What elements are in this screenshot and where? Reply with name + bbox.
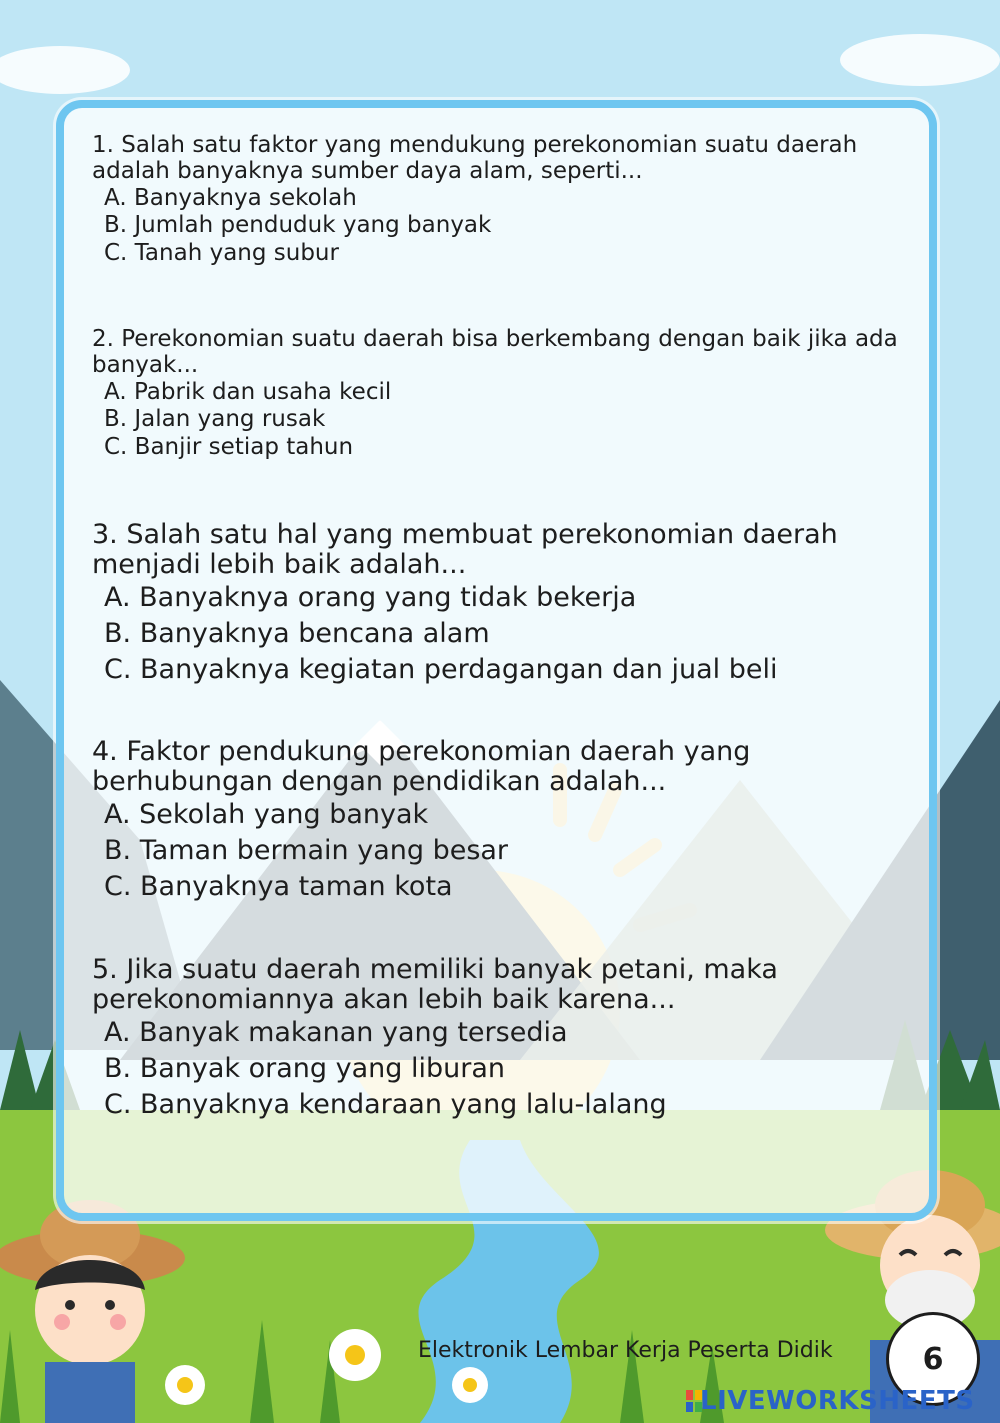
question-5-option-c[interactable]: C. Banyaknya kendaraan yang lalu-lalang [104,1088,667,1120]
question-4-option-b[interactable]: B. Taman bermain yang besar [104,835,509,867]
question-2-text: 2. Perekonomian suatu daerah bisa berkembang dengan baik jika ada banyak... [92,326,898,379]
page-number-badge: 6 [886,1312,980,1406]
footer-label: Elektronik Lembar Kerja Peserta Didik [418,1338,833,1363]
question-3-option-a[interactable]: A. Banyaknya orang yang tidak bekerja [104,582,637,614]
question-2-option-c[interactable]: C. Banjir setiap tahun [104,434,354,461]
question-1-option-c[interactable]: C. Tanah yang subur [104,240,339,267]
question-1-option-b[interactable]: B. Jumlah penduduk yang banyak [104,212,492,239]
question-3-text: 3. Salah satu hal yang membuat perekonomian daerah menjadi lebih baik adalah... [92,519,838,581]
question-3-option-c[interactable]: C. Banyaknya kegiatan perdagangan dan jual beli [104,653,778,685]
question-4-option-c[interactable]: C. Banyaknya taman kota [104,870,453,902]
question-2-option-b[interactable]: B. Jalan yang rusak [104,406,326,433]
question-2 [92,326,922,462]
question-1-option-a[interactable]: A. Banyaknya sekolah [104,184,357,211]
question-2-option-a[interactable]: A. Pabrik dan usaha kecil [104,378,392,405]
question-3-option-b[interactable]: B. Banyaknya bencana alam [104,618,490,650]
question-3 [92,520,922,687]
liveworksheets-watermark: LIVEWORKSHEETS [700,1386,975,1416]
question-4 [92,737,922,904]
question-5-text: 5. Jika suatu daerah memiliki banyak petani, maka perekonomiannya akan lebih baik karena... [92,954,778,1016]
question-5-option-b[interactable]: B. Banyak orang yang liburan [104,1053,505,1085]
question-5 [92,955,922,1122]
question-4-text: 4. Faktor pendukung perekonomian daerah yang berhubungan dengan pendidikan adalah... [92,736,751,798]
question-4-option-a[interactable]: A. Sekolah yang banyak [104,799,429,831]
question-5-option-a[interactable]: A. Banyak makanan yang tersedia [104,1017,568,1049]
question-1-text: 1. Salah satu faktor yang mendukung perekonomian suatu daerah adalah banyaknya sumber daya alam, seperti... [92,132,858,185]
question-1 [92,132,922,268]
